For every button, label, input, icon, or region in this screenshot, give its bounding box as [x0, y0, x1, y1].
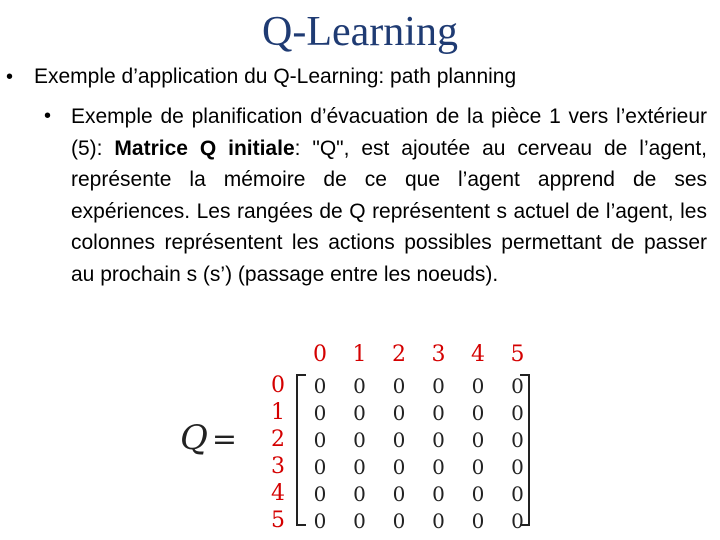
matrix-cell: 0	[392, 482, 406, 506]
matrix-cell: 0	[313, 401, 327, 425]
column-header-1: 1	[352, 342, 367, 367]
bullet-text: Exemple d’application du Q-Learning: path planning	[34, 65, 517, 88]
column-header-0: 0	[313, 342, 327, 367]
matrix-cell: 0	[471, 482, 485, 506]
matrix-cell: 0	[511, 374, 524, 398]
matrix-cell: 0	[353, 509, 366, 533]
column-header-4: 4	[471, 342, 485, 367]
matrix-cell: 0	[432, 482, 445, 506]
slide-title: Q-Learning	[262, 9, 458, 55]
row-header-3: 3	[271, 454, 285, 479]
column-header-3: 3	[431, 342, 446, 367]
matrix-cell: 0	[313, 509, 327, 533]
matrix-cell: 0	[471, 509, 485, 533]
paragraph-rest: : "Q", est ajoutée au cerveau de l’agent, représente la mémoire de ce que l’agent apprend de ses expériences. Les rangées de Q représentent s actuel de l’agent, les colonnes représentent les actions possibles permettant de passer au prochain s (s’) (passage entre les noeuds).	[71, 136, 707, 286]
matrix-cell: 0	[432, 374, 445, 398]
row-header-0: 0	[271, 373, 285, 398]
matrix-cell: 0	[313, 482, 327, 506]
matrix-cell: 0	[313, 428, 327, 452]
bullet-dot: •	[6, 66, 14, 88]
matrix-left-bracket	[296, 374, 306, 526]
matrix-cell: 0	[471, 455, 485, 479]
matrix-cell: 0	[511, 455, 524, 479]
matrix-cell: 0	[392, 401, 406, 425]
matrix-cell: 0	[353, 401, 366, 425]
matrix-cell: 0	[353, 374, 366, 398]
matrix-cell: 0	[392, 509, 406, 533]
column-header-5: 5	[510, 342, 525, 367]
matrix-cell: 0	[313, 374, 327, 398]
matrix-cell: 0	[511, 401, 524, 425]
paragraph-intro: Exemple de planification d’évacuation de la pièce 1 vers l’extérieur (5):	[71, 105, 707, 160]
matrix-label	[180, 418, 239, 460]
matrix-cell: 0	[511, 509, 524, 533]
row-header-4: 4	[271, 481, 285, 506]
matrix-cell: 0	[511, 428, 524, 452]
matrix-cell: 0	[353, 455, 366, 479]
matrix-cell: 0	[432, 401, 445, 425]
matrix-cell: 0	[511, 482, 524, 506]
matrix-cell: 0	[432, 455, 445, 479]
row-header-5: 5	[271, 508, 285, 533]
matrix-cell: 0	[471, 401, 485, 425]
row-header-1: 1	[271, 400, 285, 425]
matrix-cell: 0	[471, 374, 485, 398]
bullet-paragraph	[71, 101, 707, 291]
matrix-cell: 0	[313, 455, 327, 479]
matrix-cell: 0	[471, 428, 485, 452]
matrix-cell: 0	[353, 482, 366, 506]
matrix-cell: 0	[392, 428, 406, 452]
matrix-symbol: Q	[180, 418, 210, 458]
matrix-equals: =	[211, 422, 240, 457]
matrix-cell: 0	[432, 509, 445, 533]
column-header-2: 2	[392, 342, 406, 367]
matrix-cell: 0	[392, 374, 406, 398]
row-header-2: 2	[271, 427, 285, 452]
matrix-cell: 0	[432, 428, 445, 452]
matrix-cell: 0	[392, 455, 406, 479]
matrix-cell: 0	[353, 428, 366, 452]
bullet-dot: •	[44, 105, 52, 127]
paragraph-bold-term: Matrice Q initiale	[114, 136, 295, 160]
